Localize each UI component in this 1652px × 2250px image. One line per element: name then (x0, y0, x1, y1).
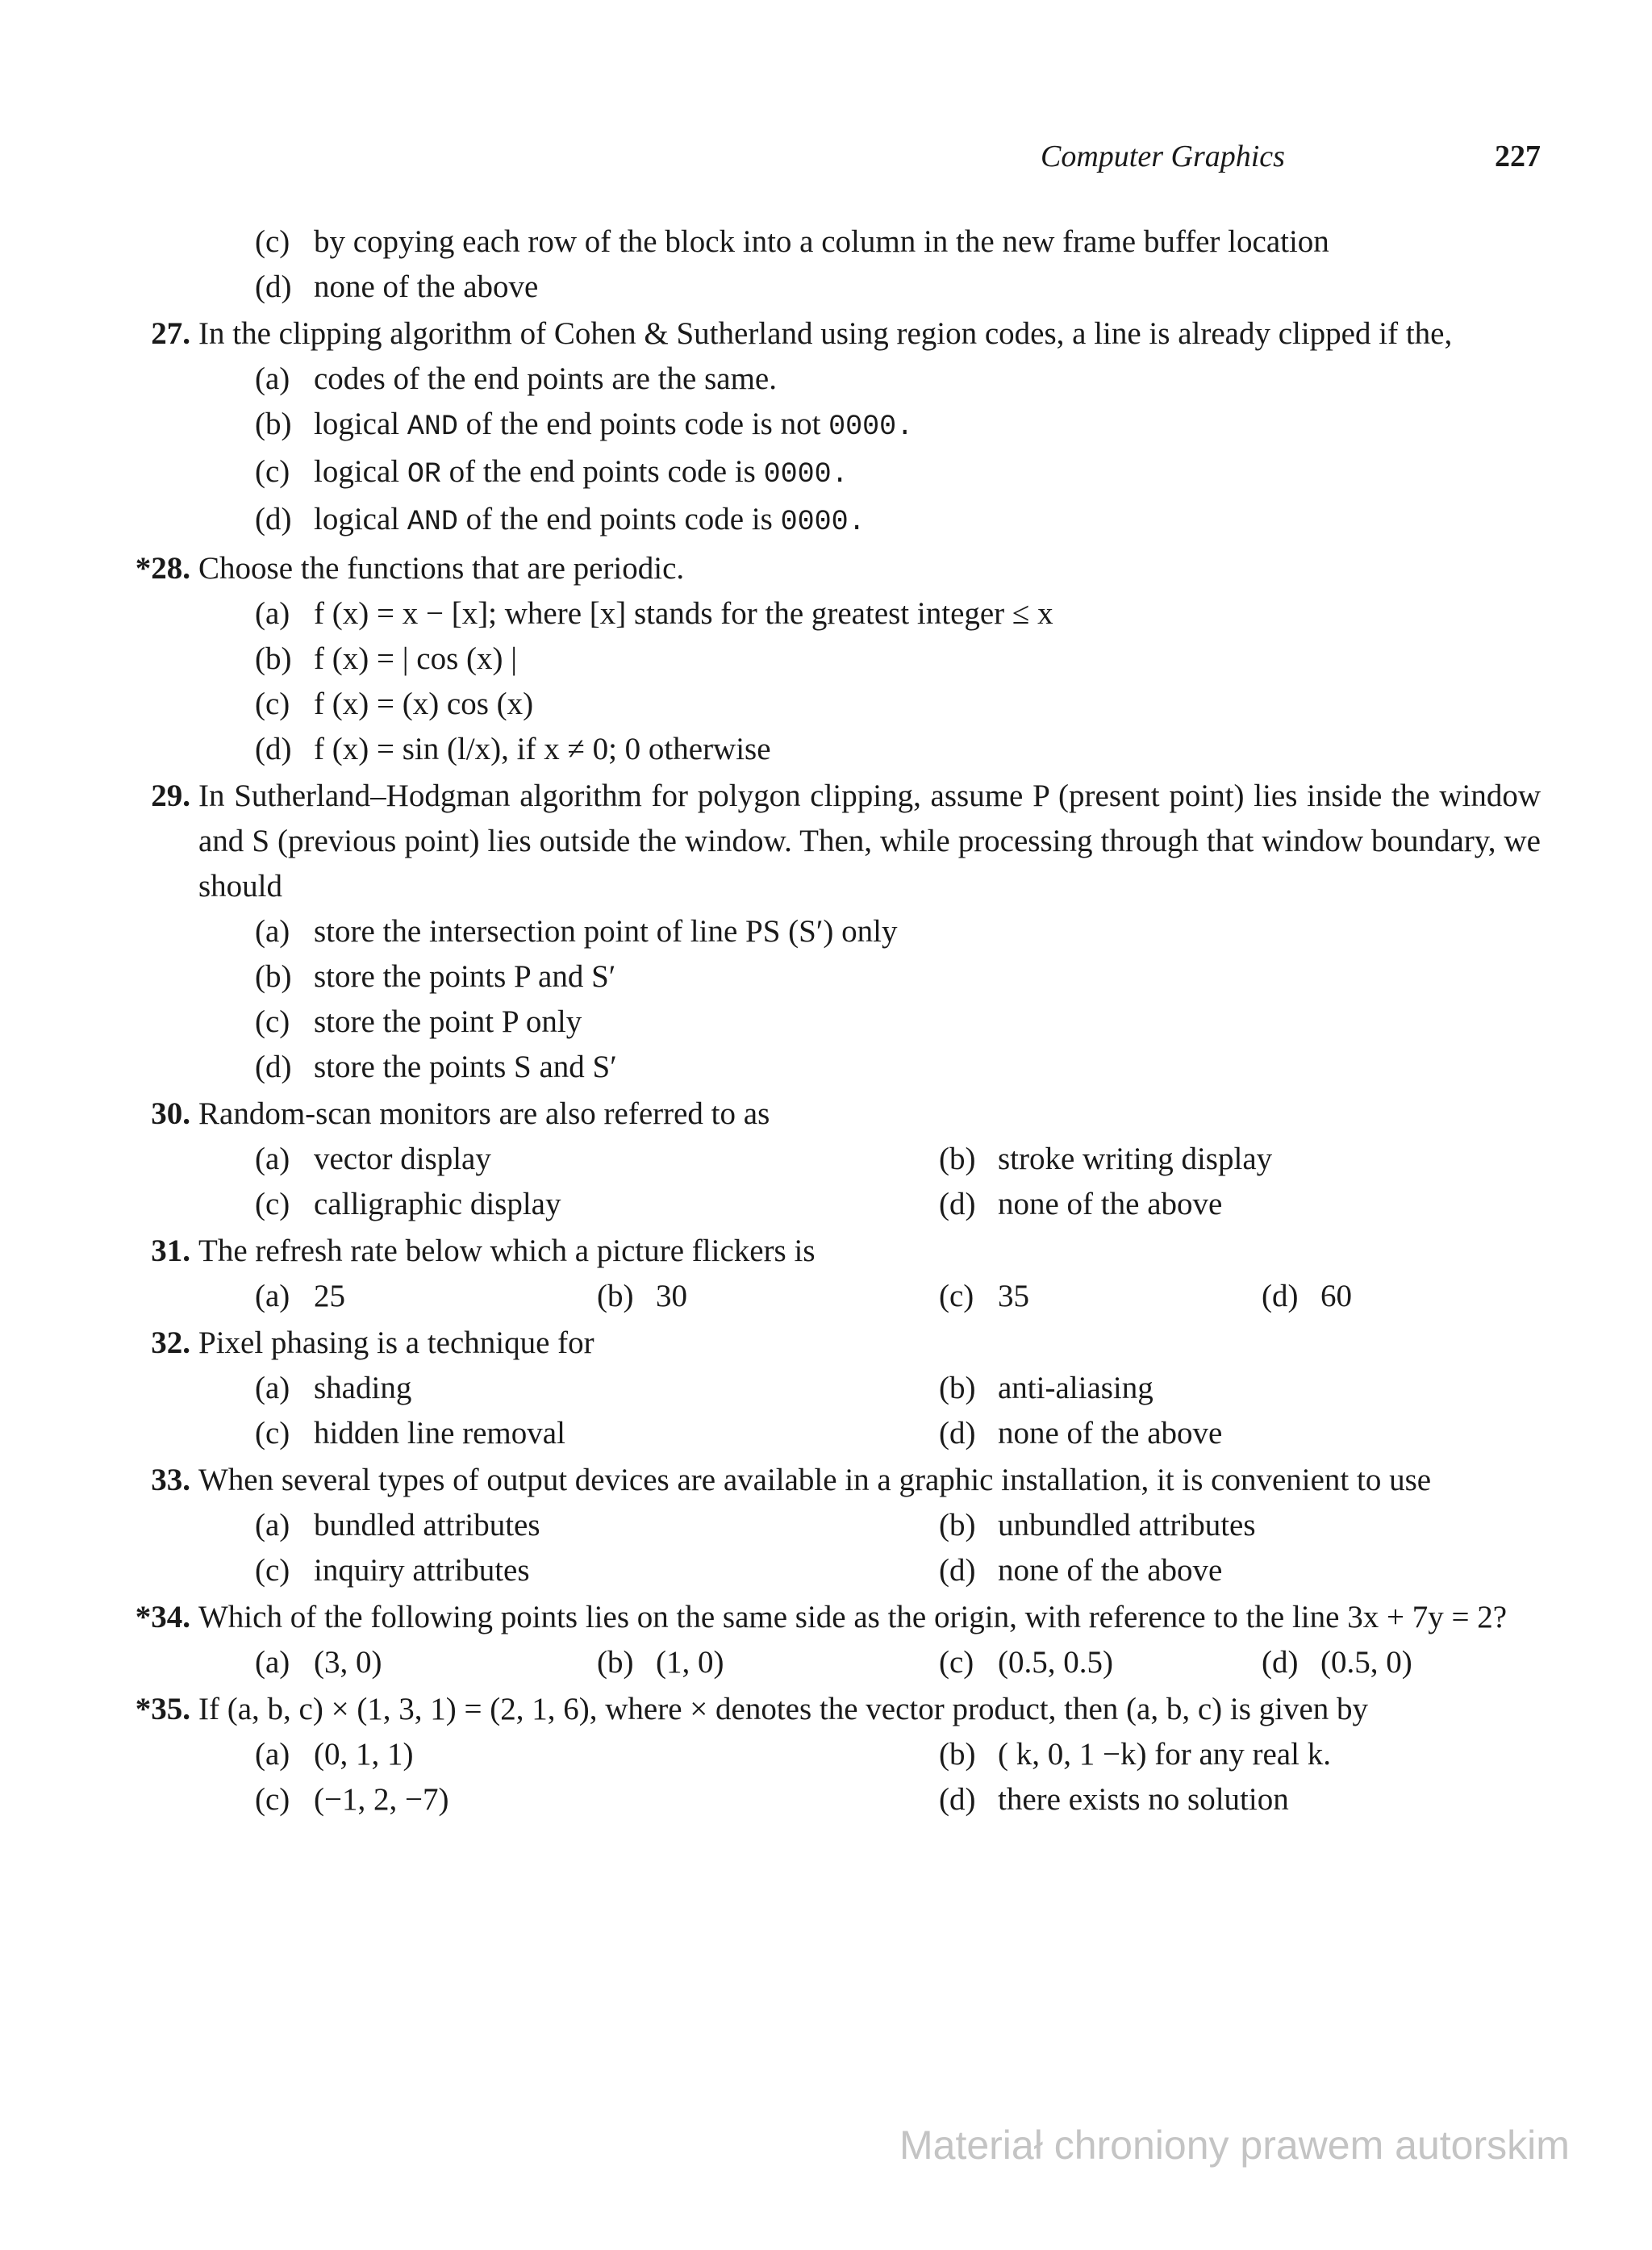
option-34-c (939, 1640, 1262, 1685)
option-26-d (113, 265, 1541, 310)
option-text: none of the above (998, 1553, 1223, 1588)
option-label: (d) (255, 502, 292, 536)
option-32-d (939, 1411, 1541, 1456)
option-label: (b) (597, 1279, 634, 1313)
option-label: (d) (255, 732, 292, 766)
option-27-b (113, 402, 1541, 449)
option-label: (a) (255, 1279, 290, 1313)
question-number: *28. (135, 551, 190, 586)
option-text: store the points S and S′ (314, 1050, 617, 1084)
option-label: (d) (939, 1416, 976, 1451)
question-text: In the clipping algorithm of Cohen & Sutherland using region codes, a line is already clipped if the, (198, 316, 1453, 351)
option-label: (d) (1262, 1645, 1299, 1680)
option-text: (0, 1, 1) (314, 1737, 414, 1772)
question-number: 32. (151, 1325, 190, 1360)
question-29 (113, 774, 1541, 909)
question-text: In Sutherland–Hodgman algorithm for polygon clipping, assume P (present point) lies inside the window and S (previous point) lies outside the window. Then, while processing through that window boundary, we should (198, 779, 1541, 904)
option-29-a (113, 909, 1541, 954)
option-label: (b) (255, 959, 292, 994)
option-text: (−1, 2, −7) (314, 1782, 449, 1817)
options-33 (113, 1503, 1541, 1593)
option-29-b (113, 954, 1541, 1000)
option-31-a (255, 1274, 597, 1319)
code-token: OR (407, 458, 441, 490)
running-title: Computer Graphics (1041, 140, 1285, 173)
option-28-b (113, 637, 1541, 682)
option-27-c (113, 449, 1541, 497)
option-text: there exists no solution (998, 1782, 1289, 1817)
option-text: (3, 0) (314, 1645, 382, 1680)
code-token: 0000 (763, 458, 832, 490)
option-text: none of the above (314, 269, 539, 304)
option-30-b (939, 1137, 1541, 1182)
question-text: Choose the functions that are periodic. (198, 551, 685, 586)
question-text: When several types of output devices are available in a graphic installation, it is convenient to use (198, 1463, 1432, 1497)
option-text: of the end points code is (457, 502, 781, 536)
option-text: none of the above (998, 1187, 1223, 1221)
option-label: (b) (939, 1371, 976, 1405)
option-text: logical (314, 454, 407, 489)
option-label: (d) (255, 1050, 292, 1084)
option-text: logical (314, 502, 407, 536)
option-label: (a) (255, 361, 290, 396)
question-number: 29. (151, 779, 190, 813)
option-label: (a) (255, 596, 290, 631)
option-label: (b) (597, 1645, 634, 1680)
question-27 (113, 311, 1541, 357)
option-text: (1, 0) (656, 1645, 724, 1680)
question-33 (113, 1458, 1541, 1503)
question-31 (113, 1229, 1541, 1274)
option-label: (a) (255, 1508, 290, 1542)
option-35-b (939, 1732, 1541, 1777)
option-33-a (255, 1503, 939, 1548)
option-text: . (831, 458, 849, 490)
copyright-watermark: Materiał chroniony prawem autorskim (899, 2123, 1570, 2168)
option-text: store the intersection point of line PS (S′) only (314, 914, 898, 949)
option-label: (c) (255, 1187, 290, 1221)
option-label: (c) (255, 1416, 290, 1451)
option-text: f (x) = x − [x]; where [x] stands for the greatest integer ≤ x (314, 596, 1053, 631)
option-text: anti-aliasing (998, 1371, 1153, 1405)
option-27-a (113, 357, 1541, 402)
code-token: 0000 (828, 411, 897, 443)
code-token: AND (407, 506, 458, 538)
option-text: 25 (314, 1279, 345, 1313)
option-30-a (255, 1137, 939, 1182)
question-28 (113, 546, 1541, 591)
option-label: (a) (255, 1645, 290, 1680)
option-text: codes of the end points are the same. (314, 361, 777, 396)
option-text: (0.5, 0) (1320, 1645, 1412, 1680)
option-text: . (848, 506, 866, 538)
option-text: store the point P only (314, 1004, 582, 1039)
option-text: f (x) = | cos (x) | (314, 641, 518, 676)
option-label: (d) (939, 1553, 976, 1588)
option-label: (d) (939, 1782, 976, 1817)
question-number: 31. (151, 1234, 190, 1268)
option-35-a (255, 1732, 939, 1777)
option-text: logical (314, 407, 407, 441)
option-28-a (113, 591, 1541, 637)
option-label: (c) (939, 1645, 974, 1680)
option-text: f (x) = sin (l/x), if x ≠ 0; 0 otherwise (314, 732, 771, 766)
options-35 (113, 1732, 1541, 1822)
option-27-d (113, 497, 1541, 545)
option-32-c (255, 1411, 939, 1456)
option-31-d (1262, 1274, 1541, 1319)
question-text: Pixel phasing is a technique for (198, 1325, 594, 1360)
question-text: If (a, b, c) × (1, 3, 1) = (2, 1, 6), where × denotes the vector product, then (a, b, c) is given by (198, 1692, 1369, 1726)
option-26-c (113, 219, 1541, 265)
option-text: . (896, 411, 914, 443)
option-35-c (255, 1777, 939, 1822)
page-number: 227 (1495, 140, 1541, 173)
option-text: ( k, 0, 1 −k) for any real k. (998, 1737, 1331, 1772)
option-label: (d) (939, 1187, 976, 1221)
option-label: (a) (255, 1142, 290, 1176)
option-label: (b) (939, 1737, 976, 1772)
option-label: (b) (255, 407, 292, 441)
options-31 (113, 1274, 1541, 1319)
question-number: 30. (151, 1096, 190, 1131)
option-28-c (113, 682, 1541, 727)
option-label: (c) (255, 224, 290, 259)
option-label: (d) (1262, 1279, 1299, 1313)
option-label: (c) (255, 1553, 290, 1588)
option-33-c (255, 1548, 939, 1593)
option-text: hidden line removal (314, 1416, 565, 1451)
option-label: (c) (255, 1782, 290, 1817)
option-text: vector display (314, 1142, 491, 1176)
code-token: AND (407, 411, 458, 443)
option-30-d (939, 1182, 1541, 1227)
option-32-a (255, 1366, 939, 1411)
option-text: unbundled attributes (998, 1508, 1256, 1542)
option-label: (a) (255, 914, 290, 949)
option-33-d (939, 1548, 1541, 1593)
option-text: shading (314, 1371, 412, 1405)
option-label: (c) (255, 1004, 290, 1039)
option-text: 60 (1320, 1279, 1352, 1313)
option-29-c (113, 1000, 1541, 1045)
option-28-d (113, 727, 1541, 772)
option-34-d (1262, 1640, 1541, 1685)
option-label: (a) (255, 1737, 290, 1772)
question-number: 27. (151, 316, 190, 351)
option-33-b (939, 1503, 1541, 1548)
question-34 (113, 1595, 1541, 1640)
options-34 (113, 1640, 1541, 1685)
question-number: *35. (135, 1692, 190, 1726)
option-text: 35 (998, 1279, 1029, 1313)
question-text: The refresh rate below which a picture flickers is (198, 1234, 816, 1268)
option-text: of the end points code is not (457, 407, 829, 441)
question-32 (113, 1321, 1541, 1366)
option-label: (c) (255, 454, 290, 489)
option-text: store the points P and S′ (314, 959, 616, 994)
option-text: (0.5, 0.5) (998, 1645, 1113, 1680)
option-32-b (939, 1366, 1541, 1411)
question-number: 33. (151, 1463, 190, 1497)
option-34-a (255, 1640, 597, 1685)
option-text: calligraphic display (314, 1187, 561, 1221)
option-text: f (x) = (x) cos (x) (314, 687, 534, 721)
option-31-b (597, 1274, 939, 1319)
option-label: (a) (255, 1371, 290, 1405)
option-label: (c) (255, 687, 290, 721)
option-29-d (113, 1045, 1541, 1090)
option-text: by copying each row of the block into a column in the new frame buffer location (314, 224, 1329, 259)
option-label: (c) (939, 1279, 974, 1313)
option-35-d (939, 1777, 1541, 1822)
question-list (113, 219, 1541, 1822)
option-text: none of the above (998, 1416, 1223, 1451)
running-header (1041, 139, 1541, 187)
option-text: bundled attributes (314, 1508, 540, 1542)
option-text: stroke writing display (998, 1142, 1273, 1176)
question-35 (113, 1687, 1541, 1732)
question-number: *34. (135, 1600, 190, 1634)
options-30 (113, 1137, 1541, 1227)
option-label: (b) (939, 1508, 976, 1542)
question-30 (113, 1092, 1541, 1137)
option-label: (b) (255, 641, 292, 676)
option-31-c (939, 1274, 1262, 1319)
option-label: (b) (939, 1142, 976, 1176)
option-label: (d) (255, 269, 292, 304)
option-30-c (255, 1182, 939, 1227)
question-text: Which of the following points lies on the same side as the origin, with reference to the line 3x + 7y = 2? (198, 1600, 1508, 1634)
question-text: Random-scan monitors are also referred to as (198, 1096, 770, 1131)
option-text: inquiry attributes (314, 1553, 530, 1588)
option-text: 30 (656, 1279, 687, 1313)
code-token: 0000 (780, 506, 849, 538)
option-34-b (597, 1640, 939, 1685)
options-32 (113, 1366, 1541, 1456)
option-text: of the end points code is (440, 454, 764, 489)
